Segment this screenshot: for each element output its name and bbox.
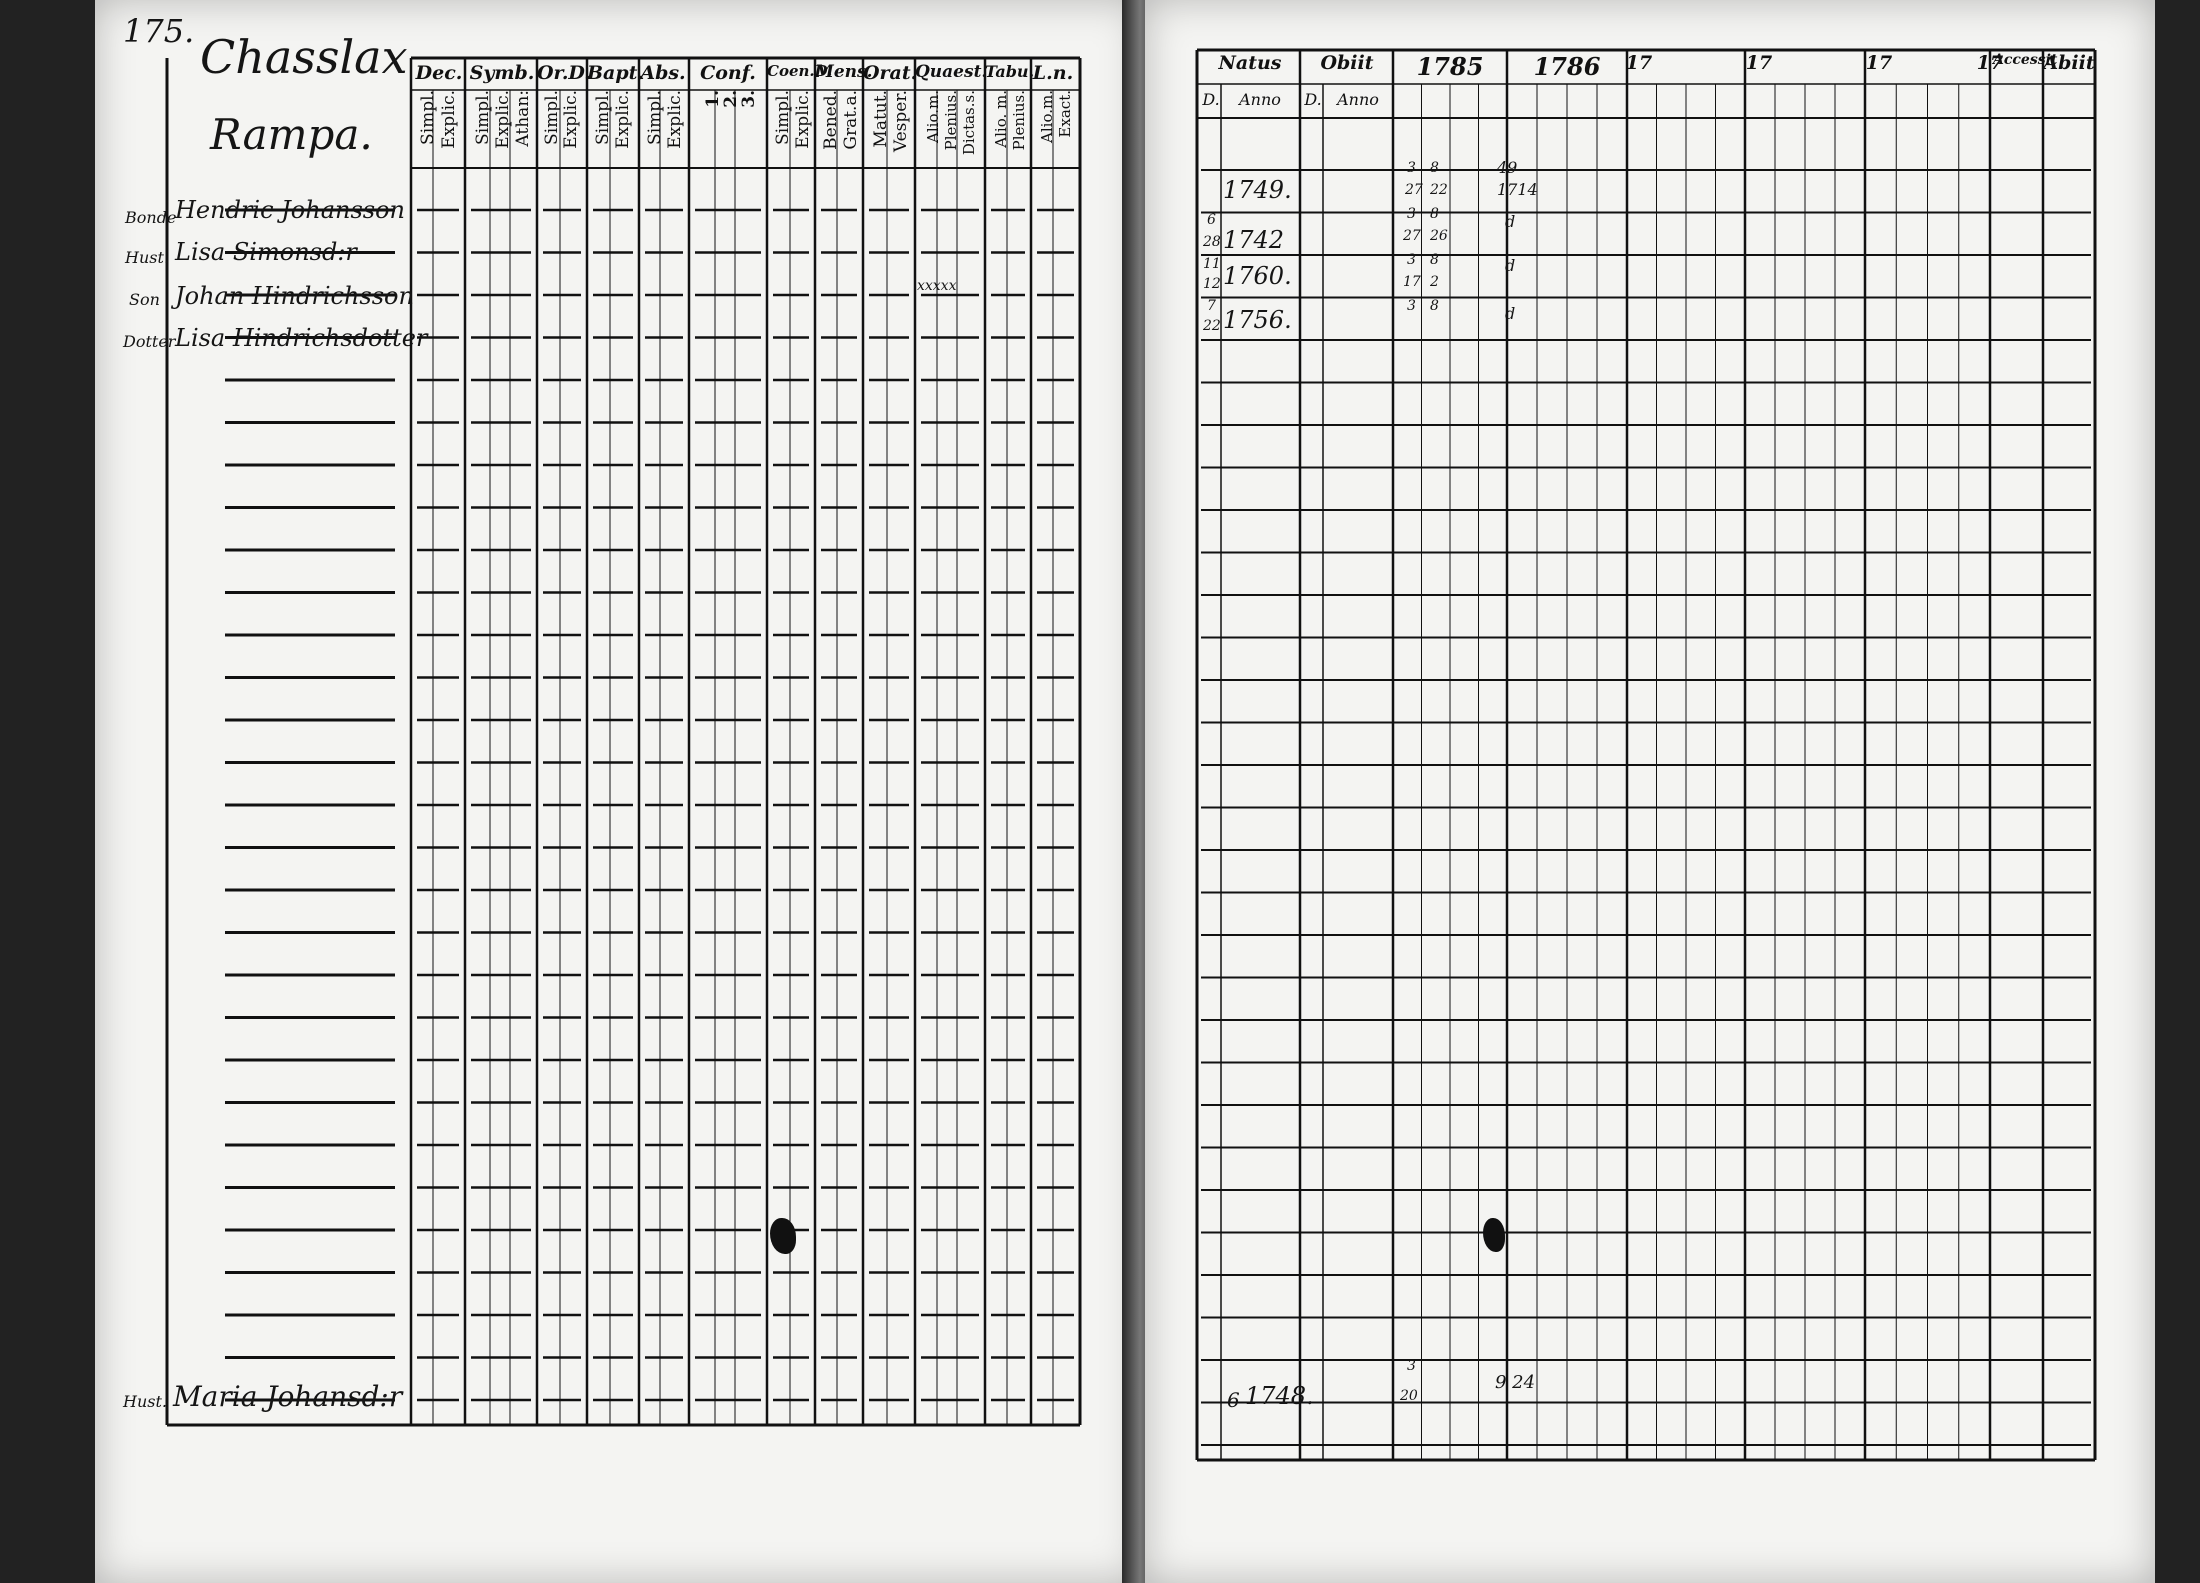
- y2-0: 49: [1497, 158, 1518, 177]
- role-1: Hust.: [125, 248, 169, 267]
- quaest-sub-0: Dictas.s.: [960, 90, 978, 156]
- tabu-sub-0: Plenius.: [1010, 90, 1028, 151]
- accessit-header: Accessit: [1993, 52, 2058, 68]
- col-header-ln: L.n.: [1032, 62, 1074, 84]
- quaest-mark: xxxxx: [917, 278, 957, 294]
- mens-sub-0: Grat.a.: [841, 90, 861, 150]
- y1b-1: 22: [1430, 182, 1448, 198]
- col-header-dec: Dec.: [415, 62, 463, 84]
- birth-year-4: 1760.: [1223, 262, 1292, 290]
- bottom-birth-year: 1748.: [1245, 1382, 1314, 1410]
- role-2: Son: [129, 290, 160, 309]
- ink-blot: [770, 1218, 796, 1254]
- conf-sub-0: 3.: [739, 90, 759, 108]
- col-header-orat: Orat.: [863, 62, 918, 84]
- right-table-grid: [1145, 0, 2155, 1583]
- conf-sub-1: 2.: [721, 90, 741, 108]
- bottom-person-name: Maria Johansd:r: [173, 1380, 403, 1413]
- tabu-sub-1: Alio. m.: [992, 90, 1010, 148]
- col-header-bapt: Bapt.: [587, 62, 645, 84]
- col-header-symb: Symb.: [469, 62, 535, 84]
- col-header-quaest: Quaest.: [915, 62, 988, 82]
- y1b-2: 8: [1430, 206, 1439, 222]
- year-header-0: 1785: [1416, 52, 1484, 81]
- y1a-3: 27: [1403, 228, 1421, 244]
- bottom-y1b: 20: [1400, 1388, 1418, 1404]
- page-number: 175.: [123, 12, 195, 50]
- village-name: Chasslax: [200, 30, 408, 84]
- y2-6: d: [1505, 304, 1516, 323]
- year-header-2: 17: [1625, 52, 1653, 74]
- orat-sub-0: Vesper.: [891, 90, 911, 153]
- year-header-1: 1786: [1533, 52, 1601, 81]
- symb-sub-2: Simpl.: [473, 90, 493, 145]
- coen-sub-0: Explic.: [793, 90, 813, 149]
- y2-2: d: [1505, 212, 1516, 231]
- obiit-anno-header: Anno: [1337, 90, 1379, 109]
- y1b-0: 8: [1430, 160, 1439, 176]
- col-header-conf: Conf.: [700, 62, 756, 84]
- y1b-4: 8: [1430, 252, 1439, 268]
- y1a-4: 3: [1407, 252, 1416, 268]
- left-page: [95, 0, 1140, 1583]
- bapt-sub-1: Simpl.: [593, 90, 613, 145]
- dec-sub-0: Explic.: [439, 90, 459, 149]
- conf-sub-2: 1.: [703, 90, 723, 108]
- y1a-0: 3: [1407, 160, 1416, 176]
- obiit-day-header: D.: [1304, 90, 1322, 109]
- abs-sub-1: Simpl.: [645, 90, 665, 145]
- birth-year-2: 1742: [1223, 226, 1285, 254]
- abiit-header: Abiit: [2043, 52, 2095, 74]
- dec-sub-1: Simpl.: [418, 90, 438, 145]
- role-0: Bonde: [125, 208, 177, 227]
- y1b-3: 26: [1430, 228, 1448, 244]
- y1a-6: 3: [1407, 298, 1416, 314]
- quaest-sub-1: Plenius.: [942, 90, 960, 151]
- quaest-sub-2: Alio.m.: [924, 90, 942, 143]
- symb-sub-1: Explic.: [493, 90, 513, 149]
- ord-sub-0: Explic.: [561, 90, 581, 149]
- bapt-sub-0: Explic.: [613, 90, 633, 149]
- abs-sub-0: Explic.: [665, 90, 685, 149]
- ln-sub-0: Exact.: [1056, 90, 1074, 138]
- y1a-1: 27: [1405, 182, 1423, 198]
- ord-sub-1: Simpl.: [542, 90, 562, 145]
- col-header-mens: Mens.: [815, 62, 873, 82]
- bottom-y1a: 3: [1407, 1358, 1416, 1374]
- bottom-birth-day: 6: [1227, 1388, 1240, 1412]
- natus-day-header: D.: [1202, 90, 1220, 109]
- year-header-3: 17: [1745, 52, 1773, 74]
- role-3: Dotter: [123, 332, 176, 351]
- bottom-role: Hust.: [123, 1392, 167, 1411]
- col-header-ord: Or.D.: [537, 62, 591, 84]
- birth-day-1: 6: [1207, 212, 1216, 228]
- y1a-2: 3: [1407, 206, 1416, 222]
- person-name-3: Lisa Hindrichsdotter: [175, 324, 428, 352]
- year-header-5: 17: [1976, 52, 2004, 74]
- right-binding-edge: [2155, 0, 2200, 1583]
- ln-sub-1: Alio.m.: [1038, 90, 1056, 143]
- mens-sub-1: Bened.: [821, 90, 841, 150]
- birth-day-6: 22: [1203, 318, 1221, 334]
- col-header-coen: Coen.D.: [767, 62, 833, 80]
- right-page: [1145, 0, 2155, 1583]
- birth-year-6: 1756.: [1223, 306, 1292, 334]
- orat-sub-1: Matut.: [871, 90, 891, 148]
- left-binding-edge: [0, 0, 95, 1583]
- y1b-5: 2: [1430, 274, 1439, 290]
- col-header-tabu: Tabu.: [985, 62, 1035, 81]
- col-header-abs: Abs.: [640, 62, 686, 84]
- person-name-0: Hendric Johansson: [175, 196, 406, 224]
- birth-day-5: 7: [1207, 298, 1216, 314]
- bottom-y2: 9 24: [1495, 1372, 1536, 1393]
- y1b-6: 8: [1430, 298, 1439, 314]
- y1a-5: 17: [1403, 274, 1421, 290]
- coen-sub-1: Simpl.: [773, 90, 793, 145]
- person-name-1: Lisa Simonsd:r: [175, 238, 357, 266]
- birth-day-3: 11: [1203, 256, 1221, 272]
- y2-4: d: [1505, 256, 1516, 275]
- obiit-header: Obiit: [1320, 52, 1374, 74]
- symb-sub-0: Athan:: [513, 90, 533, 147]
- natus-header: Natus: [1218, 52, 1282, 74]
- household-name: Rampa.: [210, 110, 373, 159]
- natus-anno-header: Anno: [1239, 90, 1281, 109]
- birth-day-2: 28: [1203, 234, 1221, 250]
- y2-1: 1714: [1497, 180, 1538, 199]
- birth-day-4: 12: [1203, 276, 1221, 292]
- person-name-2: Johan Hindrichsson: [175, 282, 414, 310]
- ink-blot-right: [1483, 1218, 1505, 1252]
- birth-year-0: 1749.: [1223, 176, 1292, 204]
- year-header-4: 17: [1865, 52, 1893, 74]
